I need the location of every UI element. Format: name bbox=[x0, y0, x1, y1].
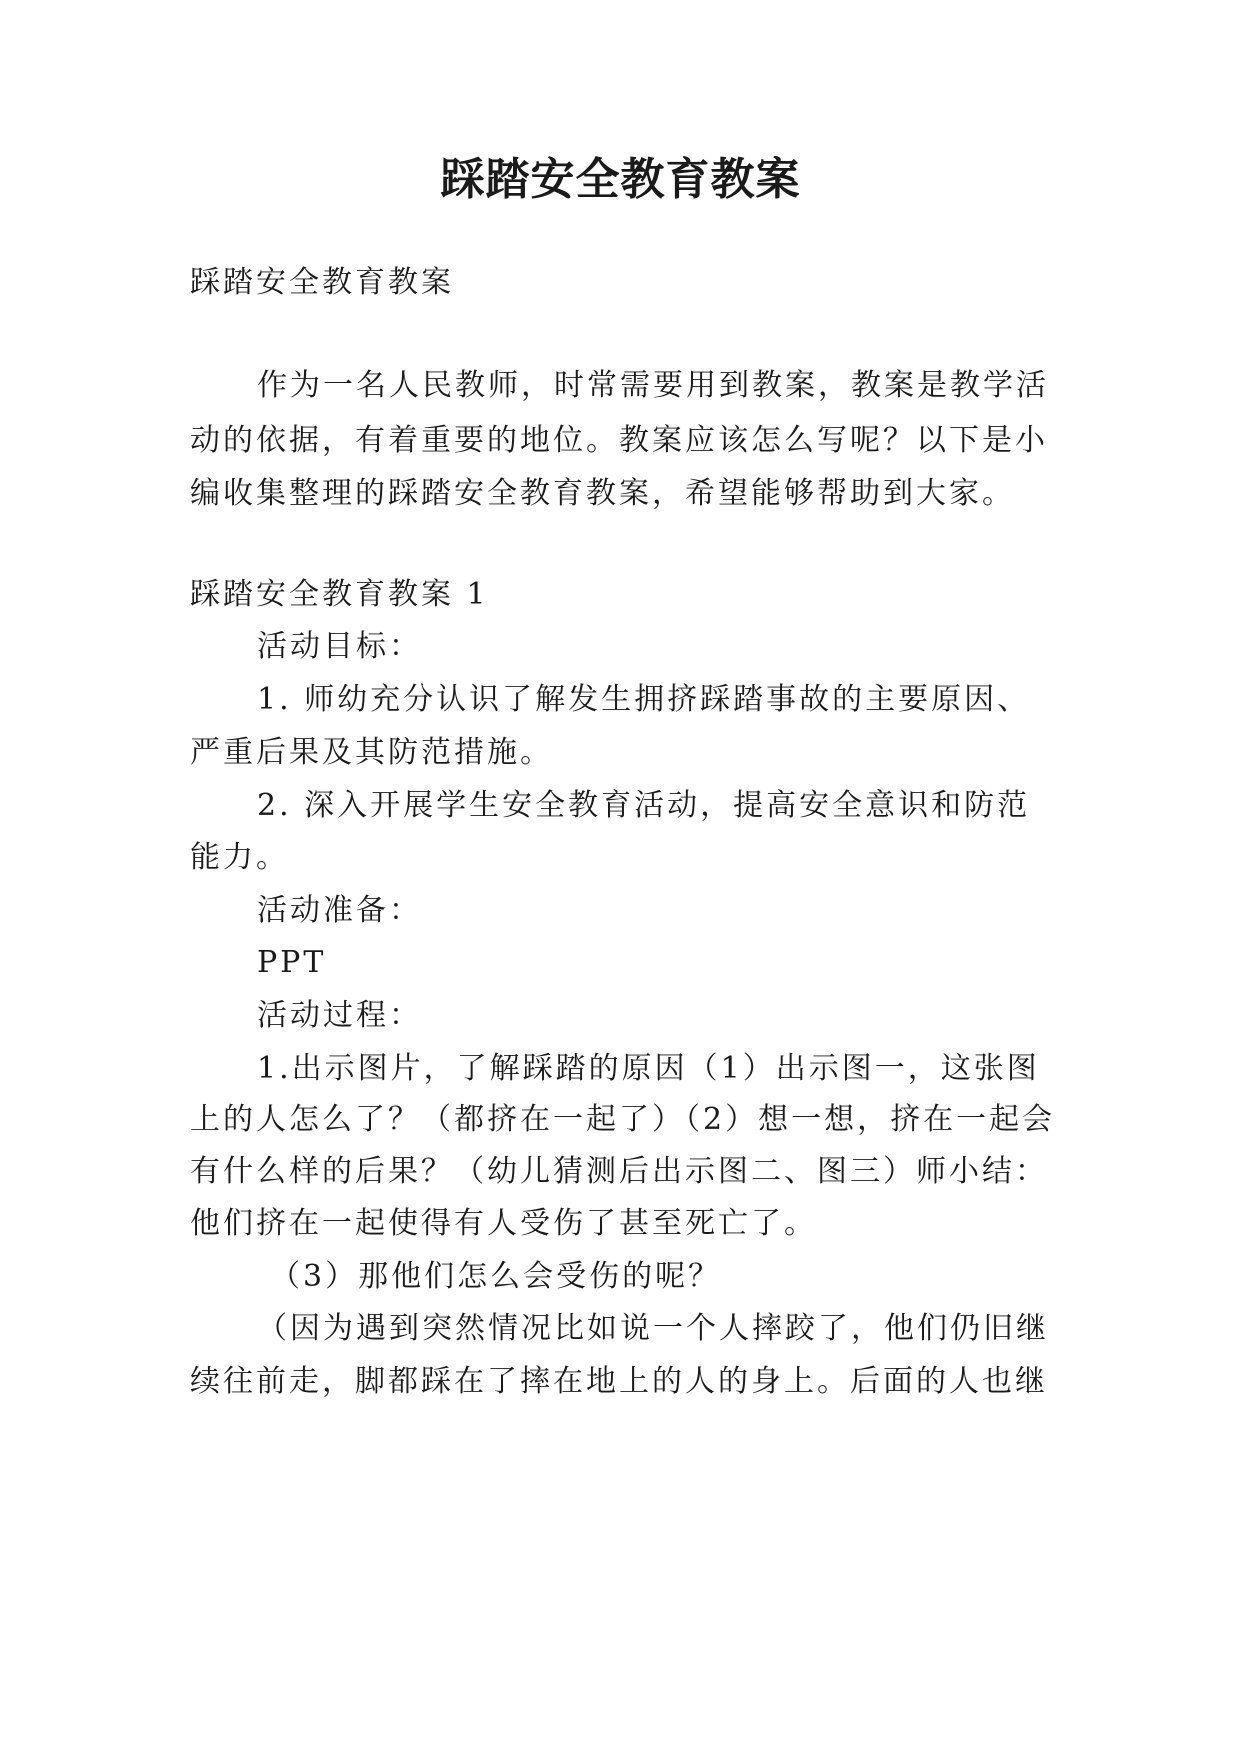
goal-2-line-1: 2. 深入开展学生安全教育活动，提高安全意识和防范 bbox=[257, 788, 1031, 823]
process-1-line-1: 1.出示图片，了解踩踏的原因（1）出示图一，这张图 bbox=[257, 1051, 1040, 1086]
goal-2-line-2: 能力。 bbox=[190, 840, 289, 875]
process-2-line-1: （3）那他们怎么会受伤的呢？ bbox=[270, 1259, 722, 1294]
process-3-line-2: 续往前走，脚都踩在了摔在地上的人的身上。后面的人也继 bbox=[190, 1364, 1048, 1399]
section-heading: 踩踏安全教育教案 1 bbox=[190, 577, 489, 612]
process-1-line-2: 上的人怎么了？（都挤在一起了）（2）想一想，挤在一起会 bbox=[190, 1102, 1056, 1137]
intro-line-2: 动的依据，有着重要的地位。教案应该怎么写呢？以下是小 bbox=[190, 423, 1048, 458]
document-subtitle: 踩踏安全教育教案 bbox=[190, 265, 454, 300]
process-1-line-3: 有什么样的后果？（幼儿猜测后出示图二、图三）师小结： bbox=[190, 1154, 1048, 1189]
goal-1-line-2: 严重后果及其防范措施。 bbox=[190, 735, 553, 770]
intro-line-3: 编收集整理的踩踏安全教育教案，希望能够帮助到大家。 bbox=[190, 476, 1015, 511]
prep-label: 活动准备： bbox=[257, 893, 422, 928]
document-title: 踩踏安全教育教案 bbox=[440, 154, 801, 205]
process-3-line-1: （因为遇到突然情况比如说一个人摔跤了，他们仍旧继 bbox=[257, 1311, 1049, 1346]
goal-1-line-1: 1. 师幼充分认识了解发生拥挤踩踏事故的主要原因、 bbox=[257, 682, 1031, 717]
intro-line-1: 作为一名人民教师，时常需要用到教案，教案是教学活 bbox=[257, 368, 1049, 403]
goals-label: 活动目标： bbox=[257, 629, 422, 664]
process-1-line-4: 他们挤在一起使得有人受伤了甚至死亡了。 bbox=[190, 1206, 817, 1241]
prep-value: PPT bbox=[257, 945, 327, 980]
process-label: 活动过程： bbox=[257, 998, 422, 1033]
